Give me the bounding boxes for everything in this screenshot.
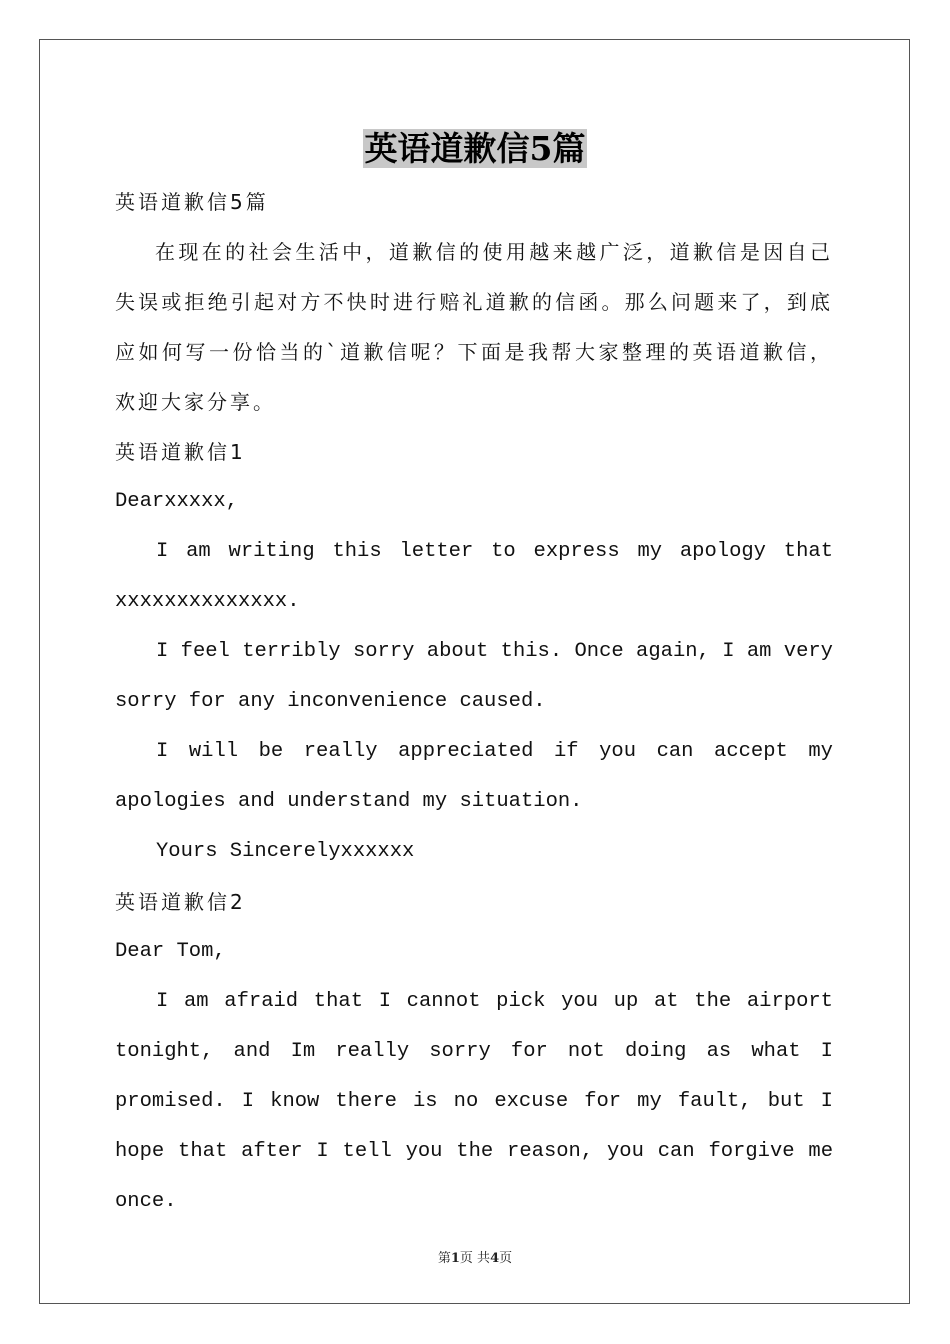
document-body xyxy=(115,177,833,1227)
letter1-heading: 英语道歉信1 xyxy=(115,440,246,464)
letter1-closing: Yours Sincerelyxxxxxx xyxy=(156,840,415,863)
page-total: 4 xyxy=(490,1251,500,1266)
letter2-paragraph: I am afraid that I cannot pick you up at the airport tonight, and Im really sorry for not doing as what I promised. I know there is no excuse for my fault, but I hope that after I tell you the reason, you can forgive me once. xyxy=(115,990,833,1213)
subtitle: 英语道歉信5篇 xyxy=(115,190,269,214)
intro-paragraph: 在现在的社会生活中，道歉信的使用越来越广泛，道歉信是因自己失误或拒绝引起对方不快时进行赔礼道歉的信函。那么问题来了，到底应如何写一份恰当的`道歉信呢？下面是我帮大家整理的英语道歉信，欢迎大家分享。 xyxy=(115,240,833,414)
letter1-paragraph: I will be really appreciated if you can accept my apologies and understand my situation. xyxy=(115,740,833,813)
letter1-salutation: Dearxxxxx, xyxy=(115,490,239,513)
letter2-heading: 英语道歉信2 xyxy=(115,890,246,914)
page-mid: 页 共 xyxy=(459,1251,491,1266)
letter2-salutation: Dear Tom, xyxy=(115,940,226,963)
document-title: 英语道歉信5篇 xyxy=(364,129,586,168)
page-suffix: 页 xyxy=(499,1251,513,1266)
letter1-paragraph: I feel terribly sorry about this. Once again, I am very sorry for any inconvenience caused. xyxy=(115,640,833,713)
letter1-paragraph: I am writing this letter to express my apology that xxxxxxxxxxxxxx. xyxy=(115,540,833,613)
page-footer xyxy=(0,1247,950,1266)
page-prefix: 第 xyxy=(437,1251,451,1266)
page-current: 1 xyxy=(450,1251,460,1266)
